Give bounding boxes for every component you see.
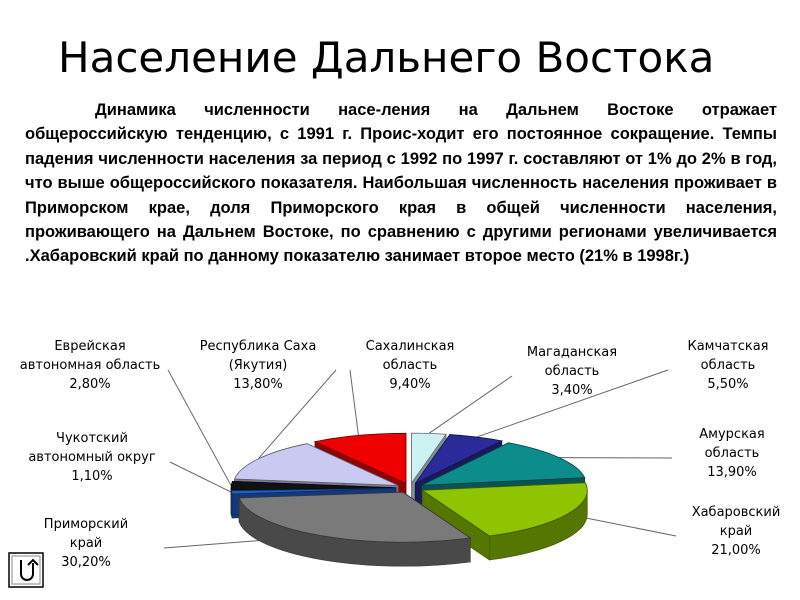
slice-label: Камчатская область 5,50%: [687, 339, 769, 392]
slice-label: Сахалинская область 9,40%: [365, 339, 455, 392]
leader-line: [350, 370, 358, 435]
slice-label: Республика Саха (Якутия) 13,80%: [199, 339, 317, 392]
slice-label: Приморский край 30,20%: [43, 517, 129, 570]
slice-label: Хабаровский край 21,00%: [691, 505, 781, 558]
slice-label: Магаданская область 3,40%: [526, 345, 618, 398]
return-button[interactable]: [8, 552, 44, 588]
slice-label: Амурская область 13,90%: [699, 427, 765, 480]
slice-label: Еврейская автономная область 2,80%: [19, 339, 161, 392]
return-arrow-icon: [8, 552, 44, 588]
slide-title: Население Дальнего Востока: [58, 33, 715, 82]
leader-line: [429, 376, 512, 433]
slice-label: Чукотский автономный округ 1,10%: [28, 431, 156, 484]
body-paragraph: Динамика численности насе-ления на Дальнем Востоке отражает общероссийскую тенденцию, с 1991 г. Проис-ходит его постоянное сокращение. Темпы падения численности населения за период с 1992 по 1997 г. составляют от 1% до 2% в год, что выше общероссийского показателя. Наибольшая численность населения проживает в Приморском крае, доля Приморского края в общей численности населения, проживающего на Дальнем Востоке, по сравнению с другими регионами увеличивается .Хабаровский край по данному показателю занимает второе место (21% в 1998г.): [25, 101, 777, 266]
leader-line: [170, 462, 232, 492]
pie-slices: [231, 433, 587, 566]
leader-line: [168, 370, 231, 486]
